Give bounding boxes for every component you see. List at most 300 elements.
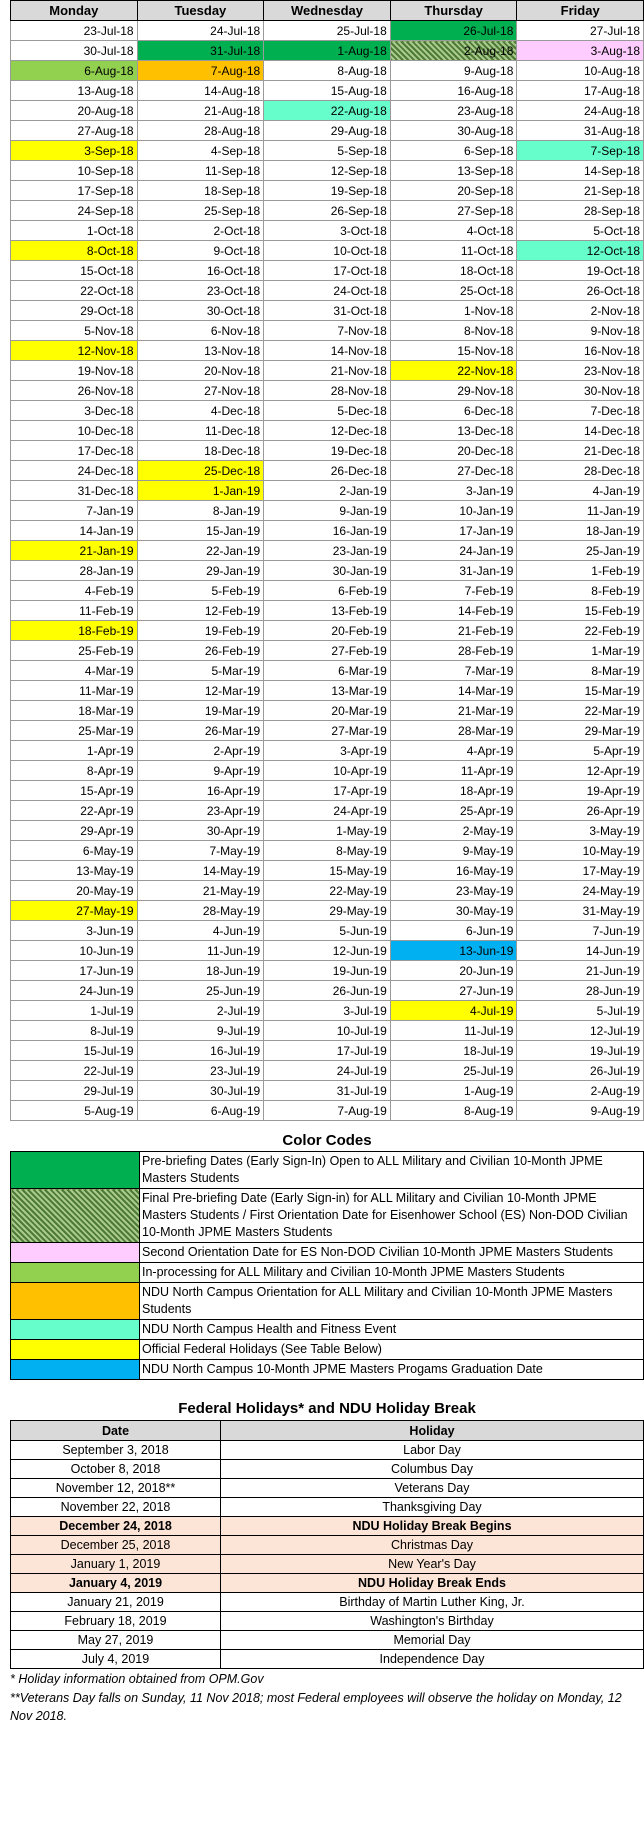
calendar-cell: 26-Nov-18 [11, 381, 138, 401]
calendar-cell: 5-Feb-19 [137, 581, 264, 601]
calendar-cell: 26-Jul-19 [517, 1061, 644, 1081]
color-code-label: Final Pre-briefing Date (Early Sign-in) for ALL Military and Civilian 10-Month JPME Masters Students / First Orientation Date for Eisenhower School (ES) Non-DOD Civilian 10-Month JPME Masters Students [140, 1189, 644, 1243]
calendar-cell: 31-Jul-19 [264, 1081, 391, 1101]
calendar-row [11, 781, 644, 801]
calendar-cell: 19-Dec-18 [264, 441, 391, 461]
calendar-cell: 5-Oct-18 [517, 221, 644, 241]
calendar-cell: 29-Jul-19 [11, 1081, 138, 1101]
calendar-cell: 4-Dec-18 [137, 401, 264, 421]
calendar-row [11, 921, 644, 941]
holiday-date: February 18, 2019 [11, 1612, 221, 1631]
calendar-cell: 1-Mar-19 [517, 641, 644, 661]
calendar-row [11, 981, 644, 1001]
calendar-cell: 3-Jul-19 [264, 1001, 391, 1021]
calendar-row [11, 341, 644, 361]
calendar-cell: 13-Sep-18 [390, 161, 517, 181]
color-code-row [11, 1263, 644, 1283]
calendar-cell: 28-Nov-18 [264, 381, 391, 401]
calendar-cell: 13-Dec-18 [390, 421, 517, 441]
calendar-cell: 6-May-19 [11, 841, 138, 861]
calendar-cell: 20-Dec-18 [390, 441, 517, 461]
calendar-cell: 30-Jul-19 [137, 1081, 264, 1101]
calendar-row [11, 201, 644, 221]
holiday-date: September 3, 2018 [11, 1441, 221, 1460]
calendar-cell: 5-Jun-19 [264, 921, 391, 941]
calendar-row [11, 721, 644, 741]
calendar-cell: 20-Mar-19 [264, 701, 391, 721]
calendar-row [11, 441, 644, 461]
holiday-date: November 22, 2018 [11, 1498, 221, 1517]
calendar-cell: 8-Nov-18 [390, 321, 517, 341]
color-code-row [11, 1243, 644, 1263]
calendar-cell: 27-Jun-19 [390, 981, 517, 1001]
calendar-row [11, 541, 644, 561]
calendar-cell: 16-Jan-19 [264, 521, 391, 541]
header-tuesday: Tuesday [137, 1, 264, 21]
calendar-cell: 3-Dec-18 [11, 401, 138, 421]
calendar-cell: 2-Apr-19 [137, 741, 264, 761]
calendar-cell: 2-Aug-18 [390, 41, 517, 61]
calendar-cell: 6-Nov-18 [137, 321, 264, 341]
calendar-cell: 22-Jan-19 [137, 541, 264, 561]
calendar-row [11, 821, 644, 841]
calendar-table [10, 0, 644, 1121]
calendar-cell: 25-Jul-18 [264, 21, 391, 41]
color-code-row [11, 1189, 644, 1243]
holiday-row [11, 1612, 644, 1631]
holiday-date: May 27, 2019 [11, 1631, 221, 1650]
holiday-date: January 1, 2019 [11, 1555, 221, 1574]
calendar-row [11, 101, 644, 121]
calendar-row [11, 901, 644, 921]
calendar-cell: 17-Jul-19 [264, 1041, 391, 1061]
calendar-cell: 25-Sep-18 [137, 201, 264, 221]
calendar-cell: 12-Jun-19 [264, 941, 391, 961]
calendar-cell: 27-Dec-18 [390, 461, 517, 481]
color-code-label: Pre-briefing Dates (Early Sign-In) Open to ALL Military and Civilian 10-Month JPME Masters Students [140, 1152, 644, 1189]
color-code-label: NDU North Campus Orientation for ALL Military and Civilian 10-Month JPME Masters Students [140, 1283, 644, 1320]
calendar-cell: 10-Jun-19 [11, 941, 138, 961]
calendar-cell: 29-May-19 [264, 901, 391, 921]
calendar-cell: 6-Aug-18 [11, 61, 138, 81]
calendar-cell: 13-Feb-19 [264, 601, 391, 621]
calendar-cell: 4-Jun-19 [137, 921, 264, 941]
header-wednesday: Wednesday [264, 1, 391, 21]
calendar-cell: 24-Jul-18 [137, 21, 264, 41]
calendar-cell: 28-Jun-19 [517, 981, 644, 1001]
holiday-name: Birthday of Martin Luther King, Jr. [221, 1593, 644, 1612]
calendar-cell: 29-Apr-19 [11, 821, 138, 841]
calendar-cell: 27-Sep-18 [390, 201, 517, 221]
holiday-row [11, 1441, 644, 1460]
calendar-cell: 18-Oct-18 [390, 261, 517, 281]
calendar-cell: 8-Aug-18 [264, 61, 391, 81]
calendar-cell: 5-Mar-19 [137, 661, 264, 681]
holidays-title: Federal Holidays* and NDU Holiday Break [178, 1400, 476, 1417]
calendar-cell: 22-Aug-18 [264, 101, 391, 121]
calendar-cell: 12-Dec-18 [264, 421, 391, 441]
calendar-row [11, 261, 644, 281]
calendar-cell: 31-Aug-18 [517, 121, 644, 141]
calendar-cell: 7-Feb-19 [390, 581, 517, 601]
calendar-row [11, 601, 644, 621]
calendar-cell: 17-Aug-18 [517, 81, 644, 101]
calendar-cell: 26-Dec-18 [264, 461, 391, 481]
calendar-cell: 1-Aug-18 [264, 41, 391, 61]
calendar-cell: 27-May-19 [11, 901, 138, 921]
calendar-cell: 10-Dec-18 [11, 421, 138, 441]
calendar-cell: 29-Oct-18 [11, 301, 138, 321]
calendar-cell: 21-Jan-19 [11, 541, 138, 561]
calendar-cell: 20-Jun-19 [390, 961, 517, 981]
color-code-label: Second Orientation Date for ES Non-DOD Civilian 10-Month JPME Masters Students [140, 1243, 644, 1263]
calendar-cell: 8-Jan-19 [137, 501, 264, 521]
calendar-cell: 9-May-19 [390, 841, 517, 861]
calendar-cell: 9-Jul-19 [137, 1021, 264, 1041]
calendar-row [11, 1041, 644, 1061]
calendar-cell: 13-Mar-19 [264, 681, 391, 701]
calendar-cell: 24-Jun-19 [11, 981, 138, 1001]
calendar-cell: 18-Jan-19 [517, 521, 644, 541]
holiday-date: January 4, 2019 [11, 1574, 221, 1593]
calendar-cell: 21-Jun-19 [517, 961, 644, 981]
header-thursday: Thursday [390, 1, 517, 21]
page [10, 0, 644, 1725]
calendar-cell: 2-Jan-19 [264, 481, 391, 501]
holiday-name: Christmas Day [221, 1536, 644, 1555]
calendar-cell: 15-Jan-19 [137, 521, 264, 541]
calendar-row [11, 281, 644, 301]
calendar-cell: 24-Dec-18 [11, 461, 138, 481]
calendar-cell: 29-Nov-18 [390, 381, 517, 401]
calendar-cell: 31-May-19 [517, 901, 644, 921]
calendar-cell: 20-Nov-18 [137, 361, 264, 381]
calendar-row [11, 1021, 644, 1041]
calendar-cell: 30-Nov-18 [517, 381, 644, 401]
calendar-cell: 13-Jun-19 [390, 941, 517, 961]
calendar-row [11, 741, 644, 761]
calendar-cell: 9-Nov-18 [517, 321, 644, 341]
holiday-row [11, 1460, 644, 1479]
holiday-date: December 25, 2018 [11, 1536, 221, 1555]
calendar-cell: 11-Jul-19 [390, 1021, 517, 1041]
calendar-cell: 25-Jul-19 [390, 1061, 517, 1081]
calendar-cell: 26-Apr-19 [517, 801, 644, 821]
calendar-cell: 1-May-19 [264, 821, 391, 841]
calendar-cell: 30-Jul-18 [11, 41, 138, 61]
color-codes-body [11, 1152, 644, 1380]
calendar-cell: 14-Sep-18 [517, 161, 644, 181]
calendar-cell: 17-Apr-19 [264, 781, 391, 801]
calendar-cell: 13-Aug-18 [11, 81, 138, 101]
calendar-cell: 7-Sep-18 [517, 141, 644, 161]
calendar-cell: 23-Apr-19 [137, 801, 264, 821]
calendar-cell: 28-Mar-19 [390, 721, 517, 741]
calendar-cell: 21-Feb-19 [390, 621, 517, 641]
calendar-cell: 7-Aug-18 [137, 61, 264, 81]
calendar-cell: 10-Aug-18 [517, 61, 644, 81]
calendar-cell: 23-Jul-19 [137, 1061, 264, 1081]
calendar-row [11, 581, 644, 601]
color-code-label: NDU North Campus Health and Fitness Event [140, 1320, 644, 1340]
calendar-cell: 6-Aug-19 [137, 1101, 264, 1121]
calendar-cell: 7-Nov-18 [264, 321, 391, 341]
holiday-row [11, 1593, 644, 1612]
calendar-cell: 17-Jan-19 [390, 521, 517, 541]
calendar-cell: 15-Mar-19 [517, 681, 644, 701]
calendar-cell: 28-Jan-19 [11, 561, 138, 581]
calendar-cell: 20-Aug-18 [11, 101, 138, 121]
calendar-cell: 7-Jun-19 [517, 921, 644, 941]
calendar-cell: 6-Jun-19 [390, 921, 517, 941]
calendar-cell: 30-May-19 [390, 901, 517, 921]
calendar-cell: 14-Aug-18 [137, 81, 264, 101]
calendar-cell: 9-Oct-18 [137, 241, 264, 261]
calendar-cell: 11-Sep-18 [137, 161, 264, 181]
color-swatch [11, 1189, 140, 1243]
calendar-cell: 10-Oct-18 [264, 241, 391, 261]
calendar-cell: 17-Jun-19 [11, 961, 138, 981]
calendar-cell: 20-May-19 [11, 881, 138, 901]
calendar-cell: 27-Feb-19 [264, 641, 391, 661]
holiday-name: Labor Day [221, 1441, 644, 1460]
calendar-cell: 5-Aug-19 [11, 1101, 138, 1121]
calendar-cell: 7-Dec-18 [517, 401, 644, 421]
calendar-cell: 26-Jul-18 [390, 21, 517, 41]
calendar-cell: 26-Mar-19 [137, 721, 264, 741]
calendar-cell: 9-Aug-18 [390, 61, 517, 81]
header-monday: Monday [11, 1, 138, 21]
holiday-name: Independence Day [221, 1650, 644, 1669]
calendar-cell: 15-Feb-19 [517, 601, 644, 621]
calendar-cell: 18-Sep-18 [137, 181, 264, 201]
calendar-cell: 15-Oct-18 [11, 261, 138, 281]
calendar-cell: 17-May-19 [517, 861, 644, 881]
color-code-row [11, 1360, 644, 1380]
calendar-cell: 3-Jan-19 [390, 481, 517, 501]
calendar-cell: 25-Jun-19 [137, 981, 264, 1001]
color-swatch [11, 1243, 140, 1263]
color-codes-table [10, 1151, 644, 1380]
calendar-cell: 3-Oct-18 [264, 221, 391, 241]
holiday-row [11, 1631, 644, 1650]
calendar-cell: 7-Aug-19 [264, 1101, 391, 1121]
holiday-row [11, 1536, 644, 1555]
calendar-cell: 9-Apr-19 [137, 761, 264, 781]
calendar-row [11, 321, 644, 341]
calendar-cell: 22-Apr-19 [11, 801, 138, 821]
color-swatch [11, 1263, 140, 1283]
calendar-cell: 15-Aug-18 [264, 81, 391, 101]
calendar-cell: 28-Feb-19 [390, 641, 517, 661]
calendar-cell: 22-Nov-18 [390, 361, 517, 381]
calendar-cell: 19-Mar-19 [137, 701, 264, 721]
calendar-cell: 14-Jun-19 [517, 941, 644, 961]
calendar-cell: 22-Oct-18 [11, 281, 138, 301]
calendar-cell: 21-Mar-19 [390, 701, 517, 721]
calendar-cell: 10-Jul-19 [264, 1021, 391, 1041]
holiday-date: July 4, 2019 [11, 1650, 221, 1669]
calendar-cell: 8-Jul-19 [11, 1021, 138, 1041]
calendar-cell: 4-Mar-19 [11, 661, 138, 681]
calendar-cell: 15-Jul-19 [11, 1041, 138, 1061]
calendar-cell: 12-Sep-18 [264, 161, 391, 181]
calendar-row [11, 621, 644, 641]
calendar-cell: 21-Aug-18 [137, 101, 264, 121]
calendar-cell: 19-Apr-19 [517, 781, 644, 801]
calendar-cell: 6-Feb-19 [264, 581, 391, 601]
calendar-cell: 29-Aug-18 [264, 121, 391, 141]
calendar-cell: 16-Apr-19 [137, 781, 264, 801]
calendar-cell: 1-Aug-19 [390, 1081, 517, 1101]
calendar-cell: 3-Sep-18 [11, 141, 138, 161]
calendar-cell: 23-Jul-18 [11, 21, 138, 41]
calendar-cell: 22-Feb-19 [517, 621, 644, 641]
calendar-cell: 11-Mar-19 [11, 681, 138, 701]
calendar-cell: 31-Jan-19 [390, 561, 517, 581]
calendar-cell: 11-Oct-18 [390, 241, 517, 261]
calendar-cell: 3-Aug-18 [517, 41, 644, 61]
calendar-cell: 18-Feb-19 [11, 621, 138, 641]
calendar-cell: 28-Aug-18 [137, 121, 264, 141]
calendar-cell: 14-Jan-19 [11, 521, 138, 541]
calendar-cell: 11-Apr-19 [390, 761, 517, 781]
calendar-cell: 19-Jun-19 [264, 961, 391, 981]
color-swatch [11, 1340, 140, 1360]
calendar-cell: 12-Oct-18 [517, 241, 644, 261]
color-swatch [11, 1360, 140, 1380]
calendar-cell: 2-Jul-19 [137, 1001, 264, 1021]
calendar-cell: 13-Nov-18 [137, 341, 264, 361]
calendar-cell: 27-Mar-19 [264, 721, 391, 741]
color-code-label: NDU North Campus 10-Month JPME Masters Progams Graduation Date [140, 1360, 644, 1380]
calendar-cell: 18-Jul-19 [390, 1041, 517, 1061]
holidays-header-row [11, 1421, 644, 1441]
calendar-header-row [11, 1, 644, 21]
calendar-row [11, 761, 644, 781]
calendar-cell: 10-Apr-19 [264, 761, 391, 781]
calendar-cell: 23-Oct-18 [137, 281, 264, 301]
calendar-cell: 23-Jan-19 [264, 541, 391, 561]
calendar-row [11, 301, 644, 321]
calendar-cell: 12-Feb-19 [137, 601, 264, 621]
calendar-cell: 26-Feb-19 [137, 641, 264, 661]
calendar-cell: 1-Jan-19 [137, 481, 264, 501]
calendar-cell: 4-Jan-19 [517, 481, 644, 501]
calendar-cell: 16-Oct-18 [137, 261, 264, 281]
calendar-row [11, 61, 644, 81]
calendar-cell: 25-Apr-19 [390, 801, 517, 821]
color-code-label: Official Federal Holidays (See Table Below) [140, 1340, 644, 1360]
calendar-cell: 25-Jan-19 [517, 541, 644, 561]
calendar-row [11, 661, 644, 681]
calendar-cell: 8-Oct-18 [11, 241, 138, 261]
calendar-cell: 26-Jun-19 [264, 981, 391, 1001]
calendar-cell: 30-Apr-19 [137, 821, 264, 841]
calendar-row [11, 381, 644, 401]
calendar-cell: 6-Mar-19 [264, 661, 391, 681]
calendar-cell: 9-Aug-19 [517, 1101, 644, 1121]
calendar-cell: 7-Jan-19 [11, 501, 138, 521]
holiday-name: Washington's Birthday [221, 1612, 644, 1631]
holiday-name: Columbus Day [221, 1460, 644, 1479]
calendar-cell: 1-Apr-19 [11, 741, 138, 761]
calendar-cell: 6-Dec-18 [390, 401, 517, 421]
calendar-cell: 25-Dec-18 [137, 461, 264, 481]
calendar-cell: 10-Jan-19 [390, 501, 517, 521]
calendar-cell: 15-Apr-19 [11, 781, 138, 801]
calendar-row [11, 401, 644, 421]
holiday-row [11, 1479, 644, 1498]
calendar-cell: 30-Jan-19 [264, 561, 391, 581]
calendar-cell: 31-Jul-18 [137, 41, 264, 61]
calendar-row [11, 881, 644, 901]
calendar-cell: 11-Jun-19 [137, 941, 264, 961]
calendar-row [11, 641, 644, 661]
color-code-row [11, 1152, 644, 1189]
color-codes-title: Color Codes [282, 1132, 372, 1149]
calendar-cell: 14-May-19 [137, 861, 264, 881]
calendar-cell: 16-May-19 [390, 861, 517, 881]
calendar-cell: 24-Jan-19 [390, 541, 517, 561]
calendar-cell: 12-Nov-18 [11, 341, 138, 361]
calendar-cell: 27-Jul-18 [517, 21, 644, 41]
calendar-cell: 11-Jan-19 [517, 501, 644, 521]
holiday-date: November 12, 2018** [11, 1479, 221, 1498]
calendar-cell: 26-Sep-18 [264, 201, 391, 221]
color-swatch [11, 1152, 140, 1189]
calendar-row [11, 1061, 644, 1081]
calendar-cell: 31-Oct-18 [264, 301, 391, 321]
calendar-cell: 24-Aug-18 [517, 101, 644, 121]
calendar-cell: 24-Jul-19 [264, 1061, 391, 1081]
holiday-date: October 8, 2018 [11, 1460, 221, 1479]
calendar-cell: 18-Jun-19 [137, 961, 264, 981]
calendar-cell: 12-Mar-19 [137, 681, 264, 701]
calendar-cell: 5-Nov-18 [11, 321, 138, 341]
calendar-cell: 4-Jul-19 [390, 1001, 517, 1021]
calendar-cell: 17-Dec-18 [11, 441, 138, 461]
calendar-cell: 23-Nov-18 [517, 361, 644, 381]
calendar-cell: 2-Aug-19 [517, 1081, 644, 1101]
calendar-cell: 29-Mar-19 [517, 721, 644, 741]
calendar-row [11, 161, 644, 181]
color-code-row [11, 1283, 644, 1320]
calendar-cell: 23-Aug-18 [390, 101, 517, 121]
calendar-row [11, 141, 644, 161]
calendar-row [11, 81, 644, 101]
calendar-cell: 10-Sep-18 [11, 161, 138, 181]
calendar-cell: 16-Jul-19 [137, 1041, 264, 1061]
holiday-name: NDU Holiday Break Ends [221, 1574, 644, 1593]
calendar-cell: 31-Dec-18 [11, 481, 138, 501]
calendar-cell: 24-May-19 [517, 881, 644, 901]
calendar-cell: 25-Mar-19 [11, 721, 138, 741]
calendar-cell: 28-May-19 [137, 901, 264, 921]
calendar-cell: 21-Dec-18 [517, 441, 644, 461]
calendar-cell: 10-May-19 [517, 841, 644, 861]
calendar-row [11, 421, 644, 441]
calendar-row [11, 861, 644, 881]
calendar-row [11, 501, 644, 521]
calendar-cell: 3-Apr-19 [264, 741, 391, 761]
calendar-cell: 5-Dec-18 [264, 401, 391, 421]
header-friday: Friday [517, 1, 644, 21]
calendar-cell: 6-Sep-18 [390, 141, 517, 161]
calendar-cell: 22-Mar-19 [517, 701, 644, 721]
calendar-cell: 19-Feb-19 [137, 621, 264, 641]
calendar-row [11, 521, 644, 541]
